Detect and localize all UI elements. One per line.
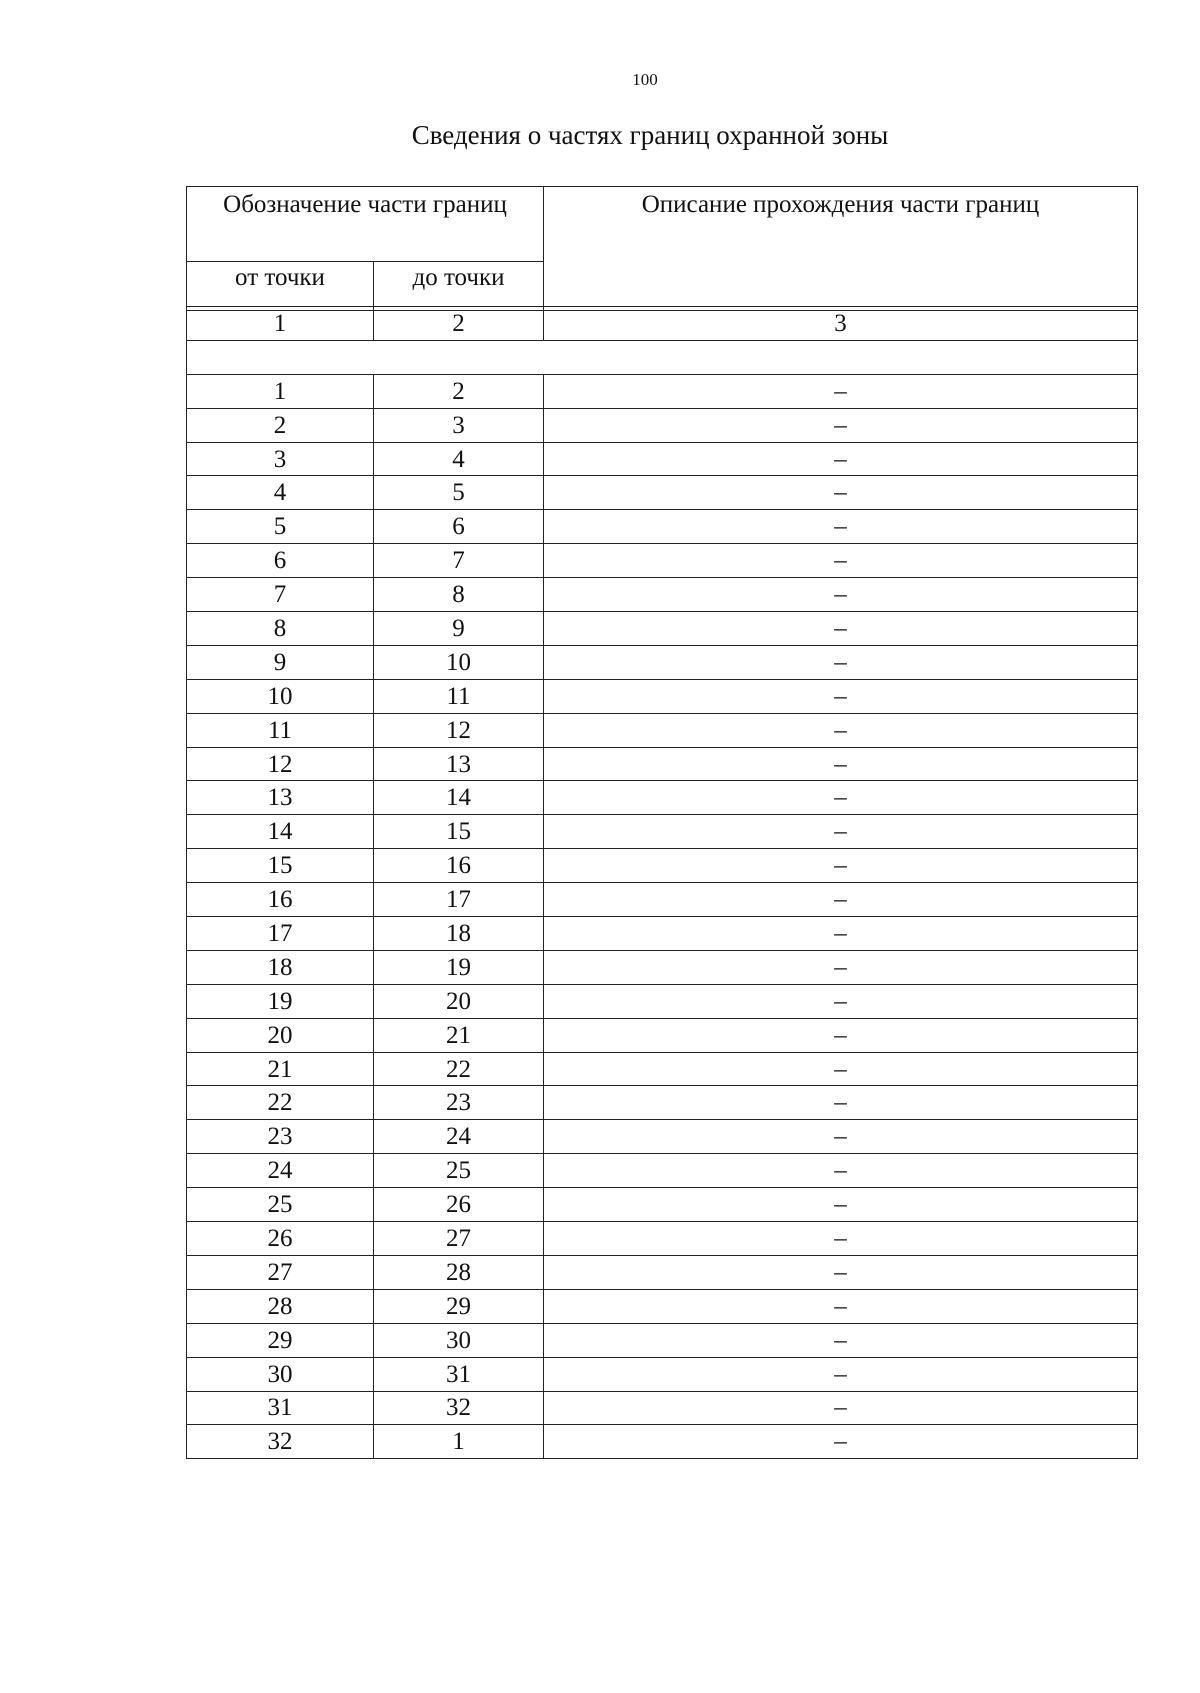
cell-from-point: 32	[187, 1425, 374, 1459]
cell-description: –	[544, 1052, 1138, 1086]
cell-from-point: 17	[187, 917, 374, 951]
table-row	[187, 1255, 1138, 1289]
cell-description: –	[544, 883, 1138, 917]
table-row	[187, 510, 1138, 544]
cell-from-point: 4	[187, 476, 374, 510]
cell-from-point: 5	[187, 510, 374, 544]
cell-description: –	[544, 1086, 1138, 1120]
cell-from-point: 21	[187, 1052, 374, 1086]
cell-to-point: 31	[374, 1357, 544, 1391]
cell-to-point: 26	[374, 1188, 544, 1222]
cell-description: –	[544, 1357, 1138, 1391]
cell-description: –	[544, 984, 1138, 1018]
cell-description: –	[544, 476, 1138, 510]
document-title: Сведения о частях границ охранной зоны	[411, 120, 889, 150]
table-row	[187, 645, 1138, 679]
cell-to-point: 10	[374, 645, 544, 679]
cell-from-point: 27	[187, 1255, 374, 1289]
table-row	[187, 1188, 1138, 1222]
cell-to-point: 15	[374, 815, 544, 849]
table-row	[187, 1425, 1138, 1459]
cell-from-point: 16	[187, 883, 374, 917]
boundary-parts-table	[186, 306, 1138, 1459]
cell-from-point: 1	[187, 374, 374, 408]
cell-from-point: 12	[187, 747, 374, 781]
cell-to-point: 3	[374, 408, 544, 442]
table-row	[187, 442, 1138, 476]
cell-from-point: 7	[187, 578, 374, 612]
cell-to-point: 16	[374, 849, 544, 883]
cell-description: –	[544, 1255, 1138, 1289]
table-row	[187, 1289, 1138, 1323]
cell-from-point: 22	[187, 1086, 374, 1120]
cell-to-point: 11	[374, 679, 544, 713]
cell-from-point: 20	[187, 1018, 374, 1052]
cell-to-point: 20	[374, 984, 544, 1018]
cell-description: –	[544, 747, 1138, 781]
section-row	[187, 340, 1138, 374]
cell-description: –	[544, 544, 1138, 578]
cell-to-point: 29	[374, 1289, 544, 1323]
table-row	[187, 747, 1138, 781]
cell-description: –	[544, 374, 1138, 408]
table-row	[187, 679, 1138, 713]
table-row	[187, 883, 1138, 917]
page-number: 100	[632, 70, 658, 89]
table-row	[187, 1120, 1138, 1154]
table-row	[187, 374, 1138, 408]
cell-description: –	[544, 1154, 1138, 1188]
cell-description: –	[544, 612, 1138, 646]
cell-to-point: 18	[374, 917, 544, 951]
column-number-row	[187, 307, 1138, 341]
cell-description: –	[544, 849, 1138, 883]
cell-from-point: 26	[187, 1222, 374, 1256]
cell-to-point: 5	[374, 476, 544, 510]
cell-to-point: 4	[374, 442, 544, 476]
cell-to-point: 21	[374, 1018, 544, 1052]
cell-from-point: 31	[187, 1391, 374, 1425]
cell-from-point: 8	[187, 612, 374, 646]
table-row	[187, 917, 1138, 951]
header-from-point: от точки	[187, 262, 374, 311]
cell-from-point: 23	[187, 1120, 374, 1154]
cell-description: –	[544, 442, 1138, 476]
table-header	[186, 186, 1138, 311]
column-number: 2	[374, 307, 544, 341]
cell-to-point: 30	[374, 1323, 544, 1357]
cell-to-point: 6	[374, 510, 544, 544]
cell-from-point: 18	[187, 950, 374, 984]
cell-from-point: 3	[187, 442, 374, 476]
cell-from-point: 19	[187, 984, 374, 1018]
table-row	[187, 984, 1138, 1018]
table-row	[187, 476, 1138, 510]
cell-from-point: 29	[187, 1323, 374, 1357]
table-row	[187, 1357, 1138, 1391]
cell-description: –	[544, 815, 1138, 849]
cell-from-point: 2	[187, 408, 374, 442]
cell-from-point: 13	[187, 781, 374, 815]
cell-to-point: 24	[374, 1120, 544, 1154]
table-row	[187, 544, 1138, 578]
cell-to-point: 12	[374, 713, 544, 747]
table-row	[187, 781, 1138, 815]
table-row	[187, 1052, 1138, 1086]
cell-description: –	[544, 679, 1138, 713]
table-row	[187, 950, 1138, 984]
cell-from-point: 24	[187, 1154, 374, 1188]
cell-description: –	[544, 1323, 1138, 1357]
cell-to-point: 9	[374, 612, 544, 646]
cell-to-point: 2	[374, 374, 544, 408]
cell-from-point: 11	[187, 713, 374, 747]
cell-description: –	[544, 510, 1138, 544]
cell-from-point: 6	[187, 544, 374, 578]
cell-to-point: 17	[374, 883, 544, 917]
table-row	[187, 1086, 1138, 1120]
table-row	[187, 408, 1138, 442]
cell-description: –	[544, 950, 1138, 984]
header-to-point: до точки	[374, 262, 544, 311]
header-description: Описание прохождения части границ	[544, 187, 1138, 311]
cell-to-point: 14	[374, 781, 544, 815]
cell-description: –	[544, 578, 1138, 612]
cell-description: –	[544, 408, 1138, 442]
cell-description: –	[544, 1391, 1138, 1425]
cell-description: –	[544, 1188, 1138, 1222]
cell-description: –	[544, 1120, 1138, 1154]
cell-to-point: 8	[374, 578, 544, 612]
cell-from-point: 9	[187, 645, 374, 679]
table-row	[187, 1391, 1138, 1425]
table-row	[187, 849, 1138, 883]
cell-from-point: 15	[187, 849, 374, 883]
cell-to-point: 28	[374, 1255, 544, 1289]
table-row	[187, 612, 1138, 646]
cell-description: –	[544, 1018, 1138, 1052]
cell-from-point: 25	[187, 1188, 374, 1222]
table-row	[187, 1222, 1138, 1256]
cell-to-point: 19	[374, 950, 544, 984]
cell-description: –	[544, 1425, 1138, 1459]
column-number: 1	[187, 307, 374, 341]
cell-description: –	[544, 1289, 1138, 1323]
section-label	[187, 340, 1138, 374]
cell-from-point: 30	[187, 1357, 374, 1391]
cell-description: –	[544, 917, 1138, 951]
header-boundary-designation: Обозначение части границ	[187, 187, 544, 262]
cell-to-point: 25	[374, 1154, 544, 1188]
column-number: 3	[544, 307, 1138, 341]
cell-to-point: 32	[374, 1391, 544, 1425]
table-row	[187, 578, 1138, 612]
cell-description: –	[544, 1222, 1138, 1256]
table-row	[187, 713, 1138, 747]
cell-description: –	[544, 713, 1138, 747]
cell-to-point: 13	[374, 747, 544, 781]
cell-from-point: 14	[187, 815, 374, 849]
cell-to-point: 1	[374, 1425, 544, 1459]
cell-to-point: 27	[374, 1222, 544, 1256]
cell-to-point: 23	[374, 1086, 544, 1120]
table-row	[187, 1154, 1138, 1188]
table-row	[187, 1323, 1138, 1357]
cell-to-point: 7	[374, 544, 544, 578]
cell-to-point: 22	[374, 1052, 544, 1086]
cell-from-point: 28	[187, 1289, 374, 1323]
cell-description: –	[544, 781, 1138, 815]
table-row	[187, 1018, 1138, 1052]
cell-description: –	[544, 645, 1138, 679]
table-row	[187, 815, 1138, 849]
cell-from-point: 10	[187, 679, 374, 713]
